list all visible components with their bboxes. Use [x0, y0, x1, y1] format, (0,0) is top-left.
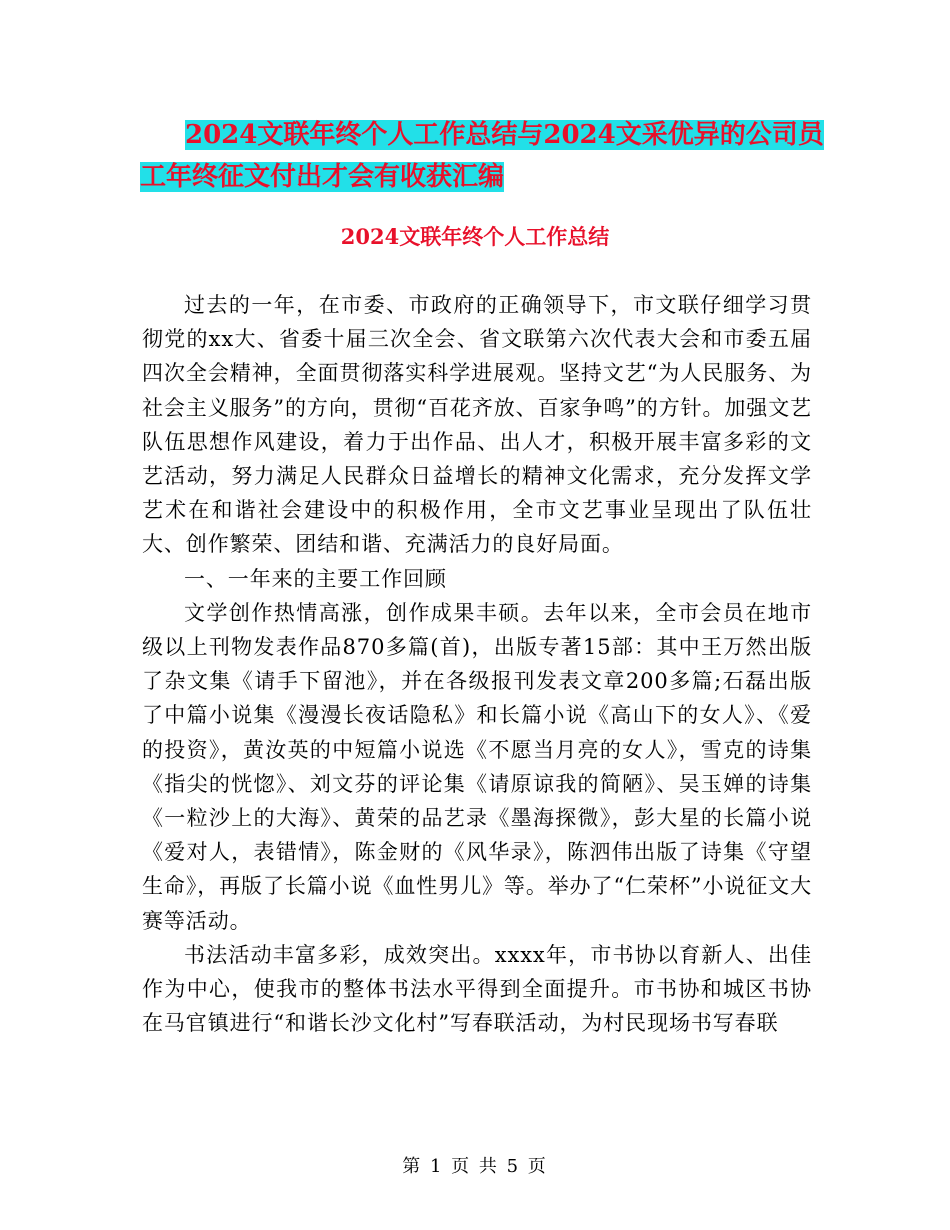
- body-text: [142, 288, 812, 1040]
- page-number-footer: 第 1 页 共 5 页: [402, 1156, 548, 1177]
- section-title: 2024文联年终个人工作总结: [340, 224, 610, 249]
- document-title-line-1: 2024文联年终个人工作总结与2024文采优异的公司员: [185, 120, 824, 150]
- paragraph-literature: 文学创作热情高涨，创作成果丰硕。去年以来，全市会员在地市级以上刊物发表作品870多篇(首)，出版专著15部：其中王万然出版了杂文集《请手下留池》，并在各级报刊发表文章200多篇;石磊出版了中篇小说集《漫漫长夜话隐私》和长篇小说《高山下的女人》、《爱的投资》，黄汝英的中短篇小说选《不愿当月亮的女人》，雪克的诗集《指尖的恍惚》、刘文芬的评论集《请原谅我的简陋》、吴玉婵的诗集《一粒沙上的大海》、黄荣的品艺录《墨海探微》，彭大星的长篇小说《爱对人，表错情》，陈金财的《风华录》，陈泗伟出版了诗集《守望生命》，再版了长篇小说《血性男儿》等。举办了“仁荣杯”小说征文大赛等活动。: [142, 600, 812, 933]
- paragraph-intro: 过去的一年，在市委、市政府的正确领导下，市文联仔细学习贯彻党的xx大、省委十届三次全会、省文联第六次代表大会和市委五届四次全会精神，全面贯彻落实科学进展观。坚持文艺“为人民服务、为社会主义服务”的方向，贯彻“百花齐放、百家争鸣”的方针。加强文艺队伍思想作风建设，着力于出作品、出人才，积极开展丰富多彩的文艺活动，努力满足人民群众日益增长的精神文化需求，充分发挥文学艺术在和谐社会建设中的积极作用，全市文艺事业呈现出了队伍壮大、创作繁荣、团结和谐、充满活力的良好局面。: [142, 293, 813, 557]
- paragraph-heading: 一、一年来的主要工作回顾: [184, 566, 447, 591]
- document-title-line-2: 工年终征文付出才会有收获汇编: [140, 162, 505, 192]
- document-title: [140, 114, 824, 198]
- paragraph-calligraphy: 书法活动丰富多彩，成效突出。xxxx年，市书协以育新人、出佳作为中心，使我市的整体书法水平得到全面提升。市书协和城区书协在马官镇进行“和谐长沙文化村”写春联活动，为村民现场书写春联: [142, 942, 812, 1036]
